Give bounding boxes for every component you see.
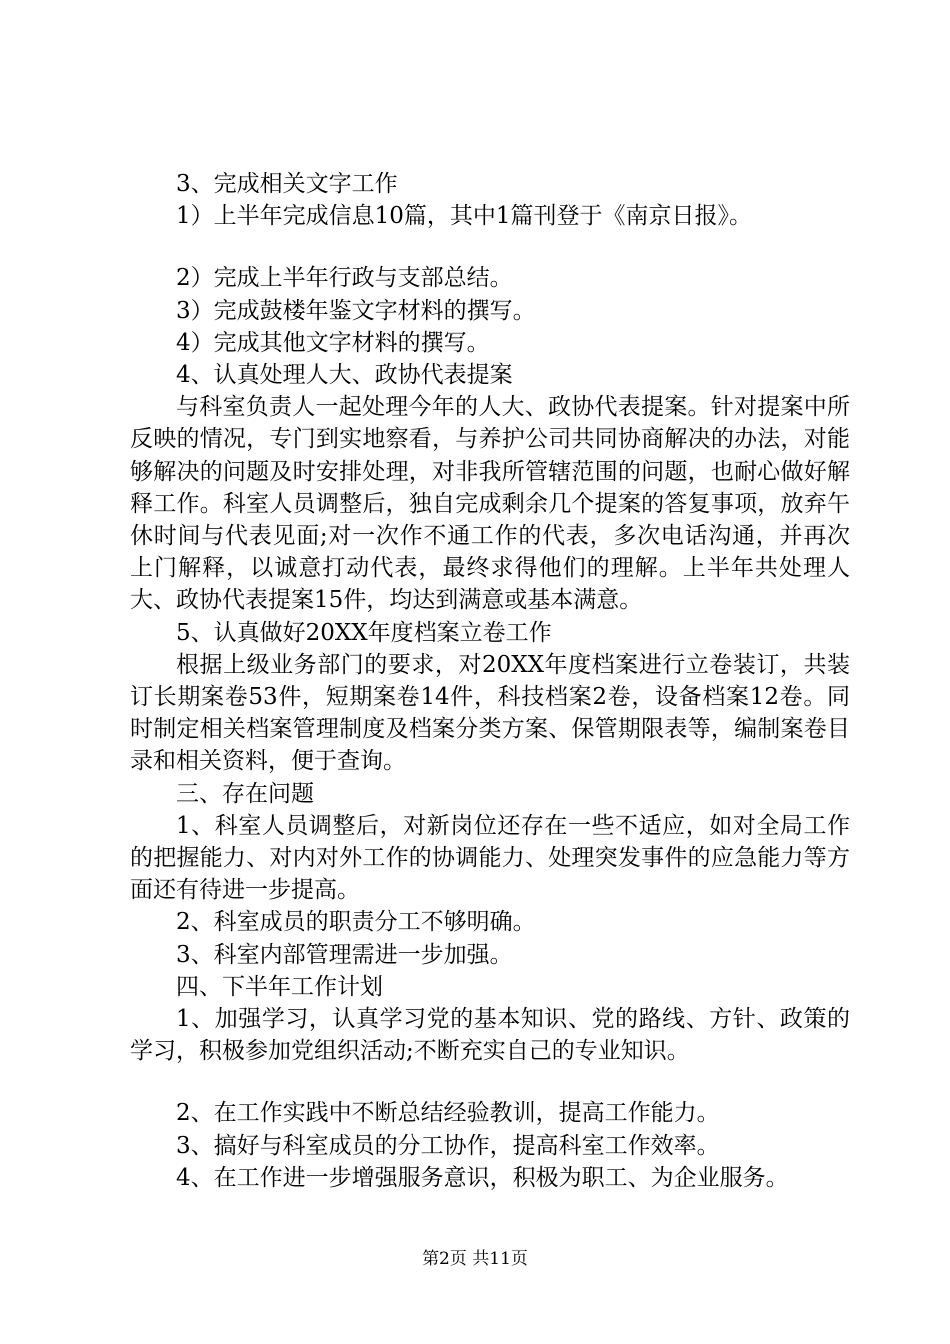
chapter-heading: 三、存在问题	[176, 780, 314, 807]
paragraph-gap	[130, 1067, 850, 1097]
section-heading: 4、认真处理人大、政协代表提案	[176, 362, 513, 389]
body-paragraph: 1、科室人员调整后，对新岗位还存在一些不适应，如对全局工作的把握能力、对内对外工作的协调能力、处理突发事件的应急能力等方面还有待进一步提高。	[130, 812, 850, 904]
body-paragraph: 1、加强学习，认真学习党的基本知识、党的路线、方针、政策的学习，积极参加党组织活动;不断充实自己的专业知识。	[130, 1006, 850, 1065]
body-line: 4）完成其他文字材料的撰写。	[176, 329, 490, 356]
document-body	[130, 168, 850, 1194]
section-heading: 5、认真做好20XX年度档案立卷工作	[176, 619, 552, 646]
body-line: 1）上半年完成信息10篇，其中1篇刊登于《南京日报》。	[176, 203, 753, 230]
body-line: 3）完成鼓楼年鉴文字材料的撰写。	[176, 297, 536, 324]
chapter-heading: 四、下半年工作计划	[176, 973, 383, 1000]
body-paragraph: 根据上级业务部门的要求，对20XX年度档案进行立卷装订，共装订长期案卷53件，短期案卷14件，科技档案2卷，设备档案12卷。同时制定相关档案管理制度及档案分类方案、保管期限表等，编制案卷目录和相关资料，便于查询。	[130, 651, 850, 775]
paragraph-gap	[130, 232, 850, 262]
page-footer: 第2页 共11页	[422, 1249, 528, 1269]
body-line: 4、在工作进一步增强服务意识，积极为职工、为企业服务。	[176, 1164, 789, 1191]
body-line: 2、科室成员的职责分工不够明确。	[176, 909, 536, 936]
body-line: 2）完成上半年行政与支部总结。	[176, 265, 513, 292]
body-line: 2、在工作实践中不断总结经验教训，提高工作能力。	[176, 1100, 720, 1127]
body-line: 3、科室内部管理需进一步加强。	[176, 941, 513, 968]
body-line: 3、完成相关文字工作	[176, 171, 398, 197]
body-paragraph: 与科室负责人一起处理今年的人大、政协代表提案。针对提案中所反映的情况，专门到实地察看，与养护公司共同协商解决的办法，对能够解决的问题及时安排处理，对非我所管辖范围的问题，也耐心做好解释工作。科室人员调整后，独自完成剩余几个提案的答复事项，放弃午休时间与代表见面;对一次作不通工作的代表，多次电话沟通，并再次上门解释，以诚意打动代表，最终求得他们的理解。上半年共处理人大、政协代表提案15件，均达到满意或基本满意。	[130, 394, 850, 614]
body-line: 3、搞好与科室成员的分工协作，提高科室工作效率。	[176, 1132, 720, 1159]
